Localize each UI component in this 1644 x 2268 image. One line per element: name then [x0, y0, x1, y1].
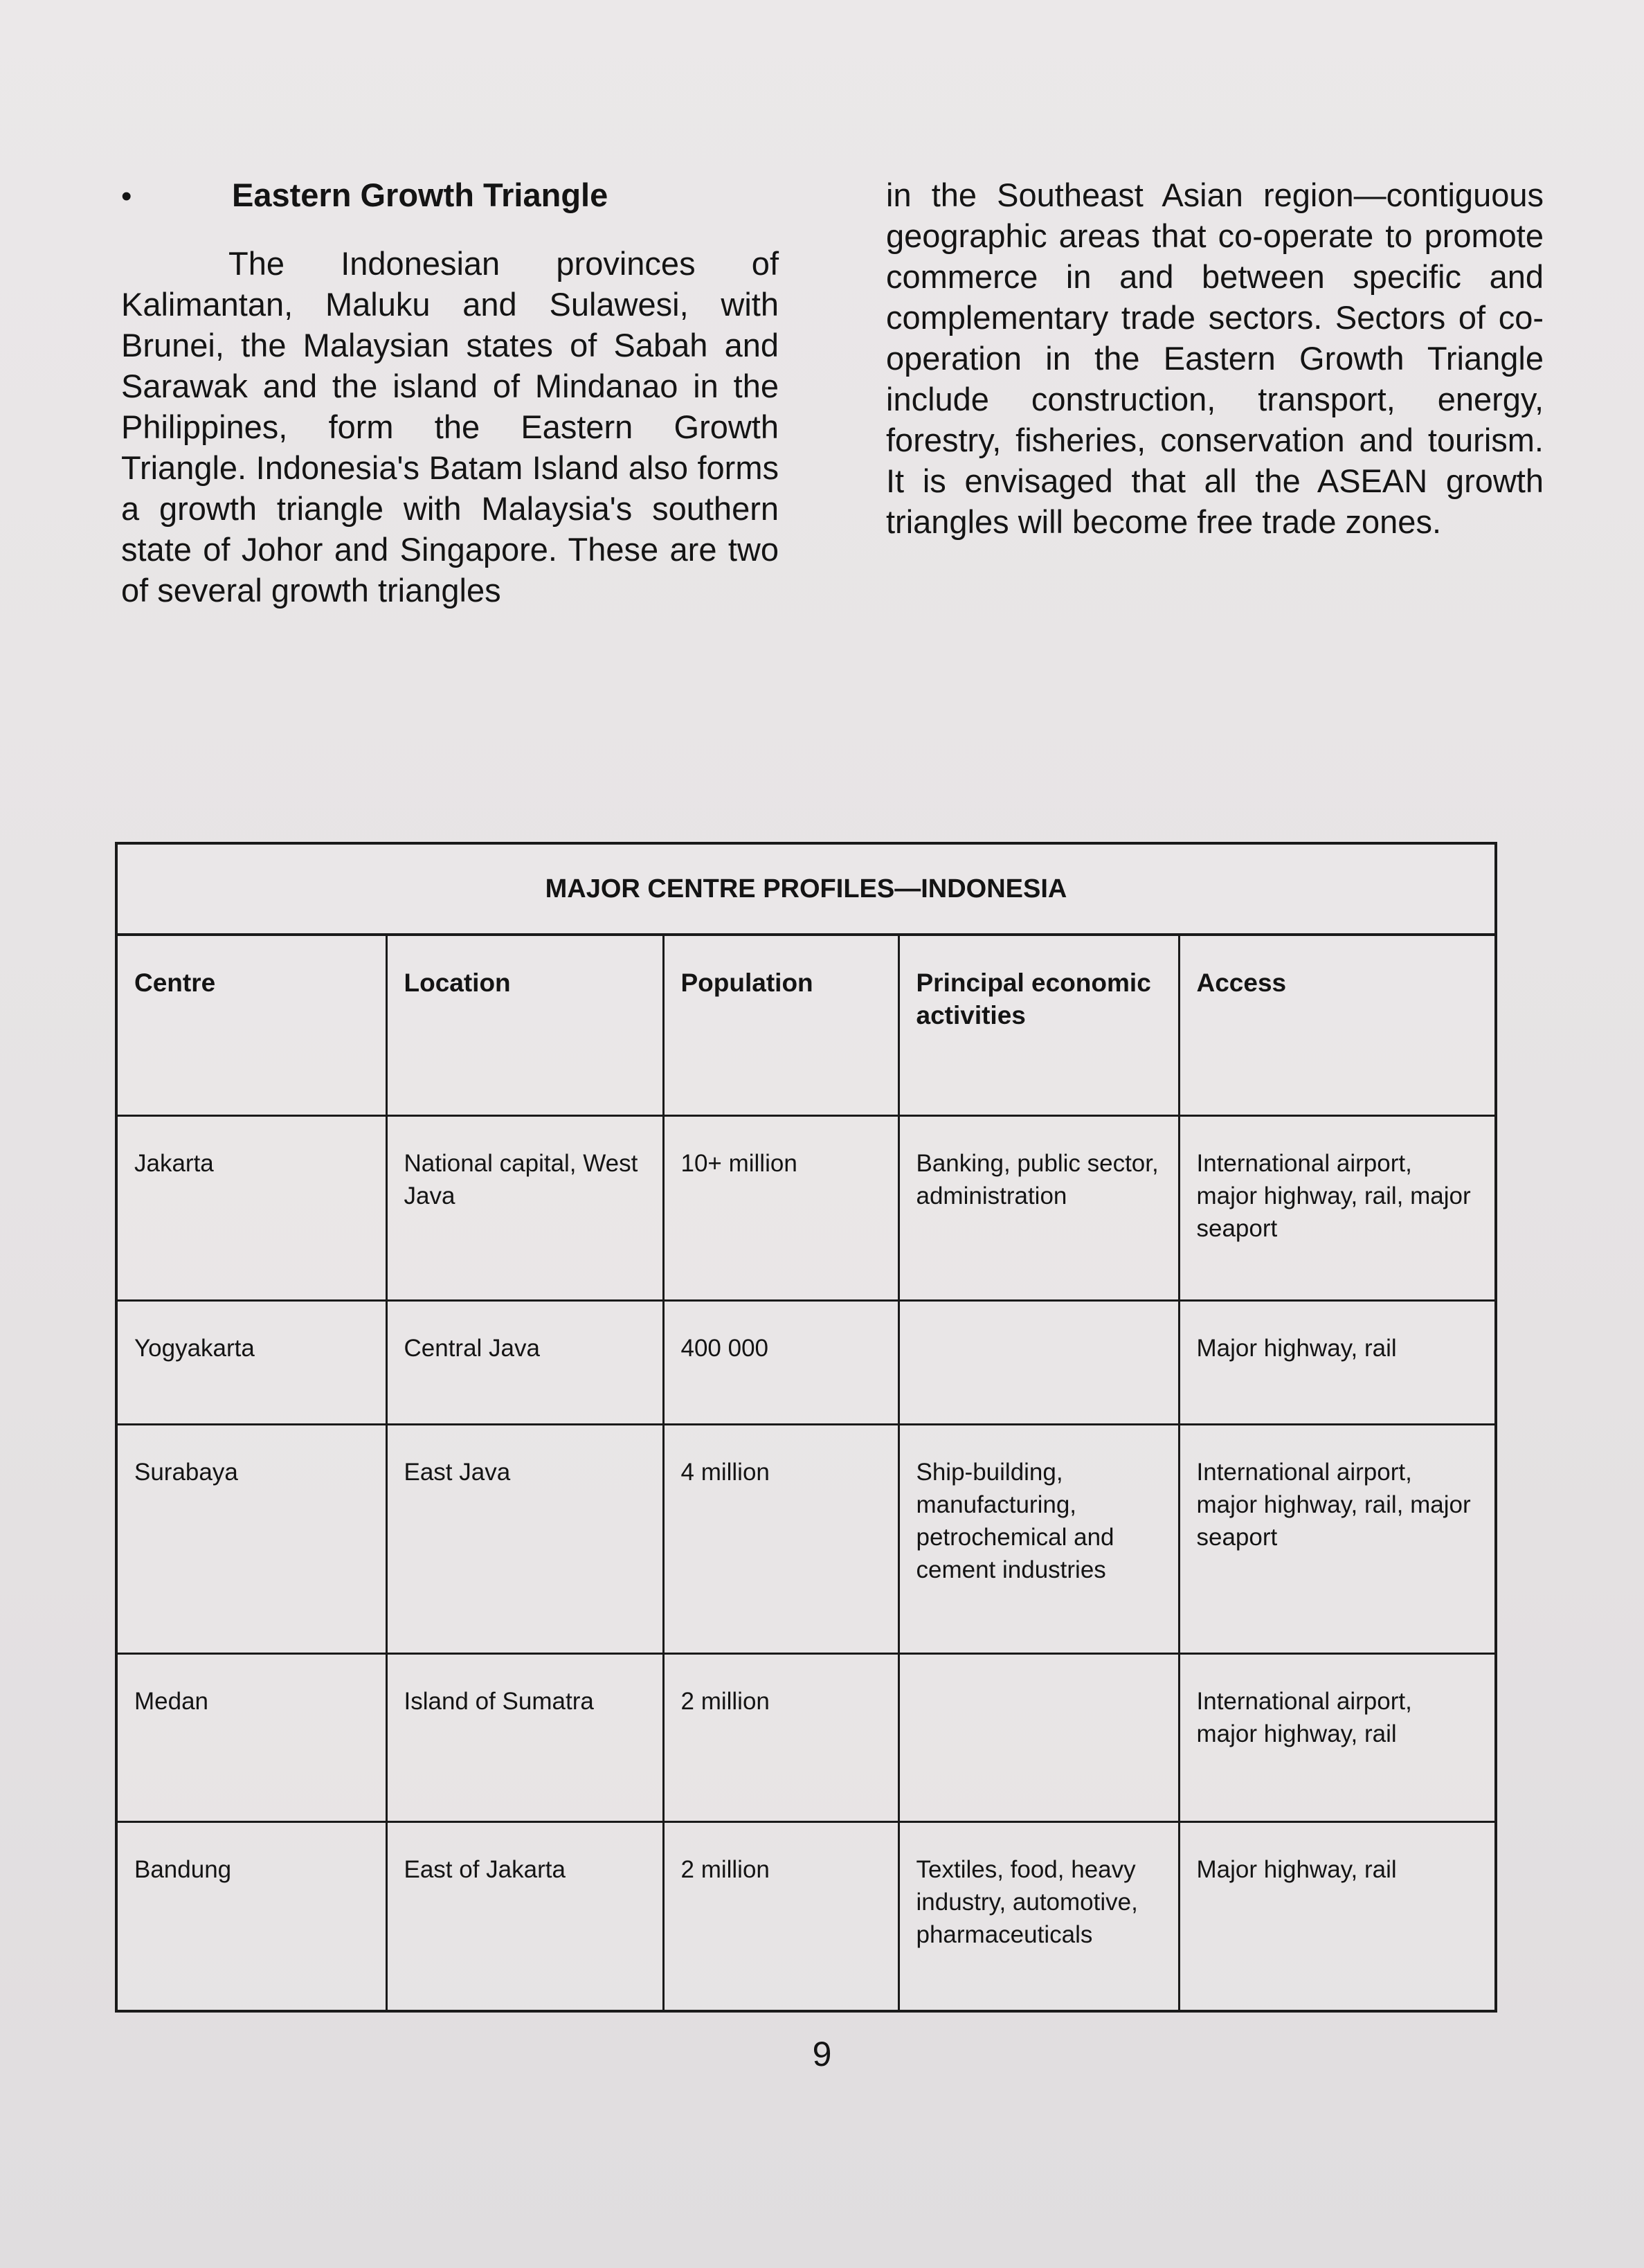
header-population: Population — [663, 935, 898, 1116]
cell-population: 10+ million — [663, 1116, 898, 1301]
cell-population: 2 million — [663, 1654, 898, 1822]
left-column — [121, 174, 779, 611]
section-heading: Eastern Growth Triangle — [232, 177, 608, 213]
cell-population: 2 million — [663, 1822, 898, 2012]
cell-access: International airport, major highway, rail, major seaport — [1179, 1116, 1496, 1301]
cell-centre: Bandung — [116, 1822, 386, 2012]
centre-profiles-table — [115, 842, 1497, 2013]
cell-centre: Surabaya — [116, 1425, 386, 1654]
cell-access: International airport, major highway, rail, major seaport — [1179, 1425, 1496, 1654]
table-row — [116, 1822, 1496, 2012]
cell-activities — [898, 1654, 1179, 1822]
cell-centre: Jakarta — [116, 1116, 386, 1301]
cell-location: East Java — [386, 1425, 663, 1654]
table-header-row — [116, 935, 1496, 1116]
bullet-icon: • — [121, 179, 132, 213]
header-access: Access — [1179, 935, 1496, 1116]
header-centre: Centre — [116, 935, 386, 1116]
header-location: Location — [386, 935, 663, 1116]
table-title: MAJOR CENTRE PROFILES—INDONESIA — [116, 843, 1496, 935]
page-number: 9 — [812, 2035, 832, 2073]
cell-location: National capital, West Java — [386, 1116, 663, 1301]
cell-location: East of Jakarta — [386, 1822, 663, 2012]
cell-access: International airport, major highway, rail — [1179, 1654, 1496, 1822]
cell-activities — [898, 1301, 1179, 1425]
section-heading-row — [121, 174, 779, 217]
header-activities: Principal economic activities — [898, 935, 1179, 1116]
cell-location: Island of Sumatra — [386, 1654, 663, 1822]
cell-activities: Banking, public sector, administration — [898, 1116, 1179, 1301]
left-paragraph: The Indonesian provinces of Kalimantan, Maluku and Sulawesi, with Brunei, the Malaysian states of Sabah and Sarawak and the island of Mindanao in the Philippines, form the Eastern Growth Triangle. Indonesia's Batam Island also forms a growth triangle with Malaysia's southern state of Johor and Singapore. These are two of several growth triangles — [121, 245, 779, 609]
right-column — [886, 174, 1544, 542]
cell-centre: Yogyakarta — [116, 1301, 386, 1425]
right-paragraph: in the Southeast Asian region—contiguous geographic areas that co-operate to promote commerce in and between specific and complementary trade sectors. Sectors of co-operation in the Eastern Growth Triangle include construction, transport, energy, forestry, fisheries, conservation and tourism. It is envisaged that all the ASEAN growth triangles will become free trade zones. — [886, 177, 1544, 540]
cell-population: 400 000 — [663, 1301, 898, 1425]
table-row — [116, 1654, 1496, 1822]
cell-centre: Medan — [116, 1654, 386, 1822]
table-row — [116, 1116, 1496, 1301]
table-row — [116, 1301, 1496, 1425]
cell-population: 4 million — [663, 1425, 898, 1654]
table-row — [116, 1425, 1496, 1654]
cell-activities: Textiles, food, heavy industry, automotive, pharmaceuticals — [898, 1822, 1179, 2012]
cell-activities: Ship-building, manufacturing, petrochemical and cement industries — [898, 1425, 1179, 1654]
cell-access: Major highway, rail — [1179, 1822, 1496, 2012]
cell-location: Central Java — [386, 1301, 663, 1425]
cell-access: Major highway, rail — [1179, 1301, 1496, 1425]
